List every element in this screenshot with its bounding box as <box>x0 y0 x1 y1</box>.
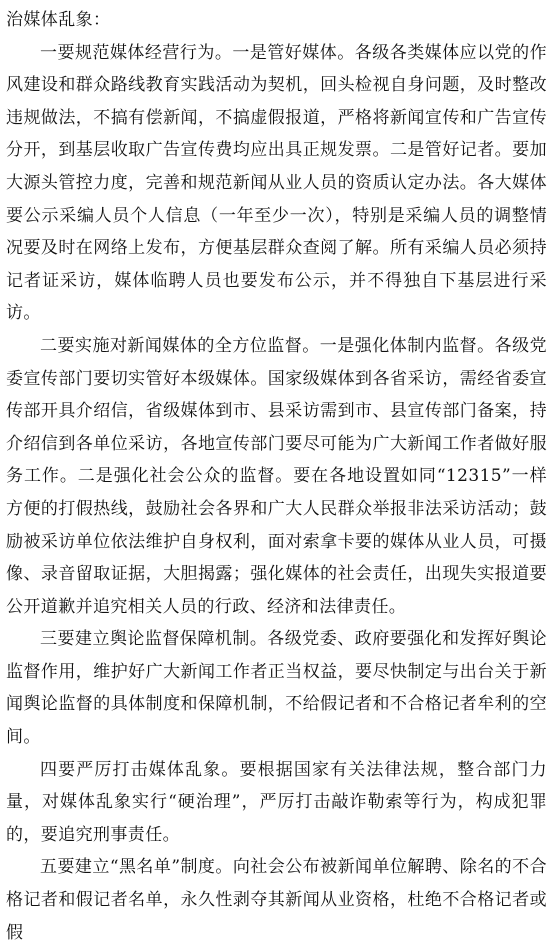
paragraph-blacklist-system: 五要建立“黑名单”制度。向社会公布被新闻单位解聘、除名的不合格记者和假记者名单，永久性剥夺其新闻从业资格，杜绝不合格记者或假 <box>6 857 547 943</box>
section-heading: 治媒体乱象： <box>6 10 111 30</box>
paragraph-regulate-media-operations: 一要规范媒体经营行为。一是管好媒体。各级各类媒体应以党的作风建设和群众路线教育实践活动为契机，回头检视自身问题，及时整改违规做法，不搞有偿新闻，不搞虚假报道，严格将新闻宣传和广告宣传分开，到基层收取广告宣传费均应出具正规发票。二是管好记者。要加大源头管控力度，完善和规范新闻从业人员的资质认定办法。各大媒体要公示采编人员个人信息（一年至少一次），特别是采编人员的调整情况要及时在网络上发布，方便基层群众查阅了解。所有采编人员必须持记者证采访，媒体临聘人员也要发布公示，并不得独自下基层进行采访。 <box>6 42 547 324</box>
paragraph-crack-down-on-media-chaos: 四要严厉打击媒体乱象。要根据国家有关法律法规，整合部门力量，对媒体乱象实行“硬治理”，严厉打击敲诈勒索等行为，构成犯罪的，要追究刑事责任。 <box>6 759 547 845</box>
paragraph-comprehensive-supervision: 二要实施对新闻媒体的全方位监督。一是强化体制内监督。各级党委宣传部门要切实管好本级媒体。国家级媒体到各省采访，需经省委宣传部开具介绍信，省级媒体到市、县采访需到市、县宣传部门备案，持介绍信到各单位采访，各地宣传部门要尽可能为广大新闻工作者做好服务工作。二是强化社会公众的监督。要在各地设置如同“12315”一样方便的打假热线，鼓励社会各界和广大人民群众举报非法采访活动；鼓励被采访单位依法维护自身权利，面对索拿卡要的媒体从业人员，可摄像、录音留取证据，大胆揭露；强化媒体的社会责任，出现失实报道要公开道歉并追究相关人员的行政、经济和法律责任。 <box>6 335 547 617</box>
paragraph-supervision-guarantee-mechanism: 三要建立舆论监督保障机制。各级党委、政府要强化和发挥好舆论监督作用，维护好广大新闻工作者正当权益，要尽快制定与出台关于新闻舆论监督的具体制度和保障机制，不给假记者和不合格记者牟利的空间。 <box>6 629 547 748</box>
